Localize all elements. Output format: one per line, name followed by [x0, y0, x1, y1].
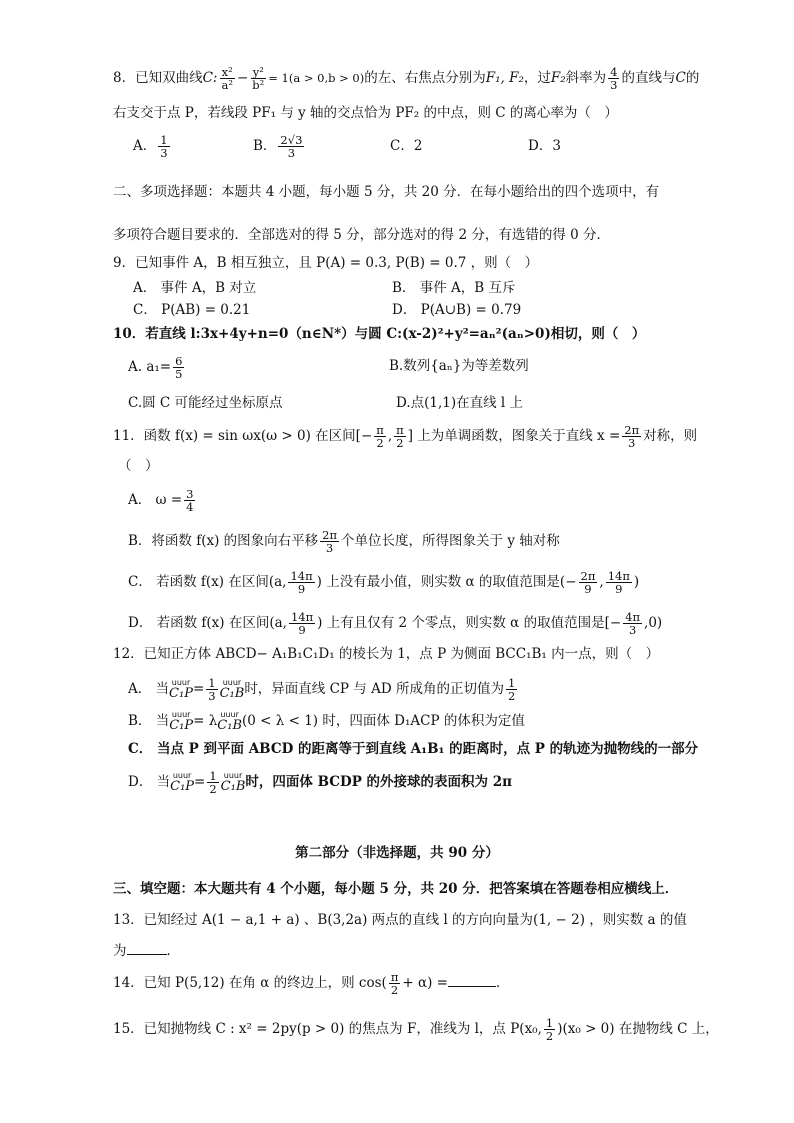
q8-line1: 8．已知双曲线C: $\frac{\text{x²}}{\text{a²}}$ − $\frac{\text{y²}}{\text{b²}}$ = 1(a > 0,b > 0)的左、右焦点分别为F₁, F₂，过F₂斜率为 $\frac{4}{3}$ 的直线与C的	[113, 65, 700, 92]
q8-option-b: B． $\frac{2√3}{3}$	[253, 133, 303, 160]
q8-text-f: 的	[685, 70, 700, 86]
q11-option-a: A． ω = $\frac{3}{4}$	[128, 487, 194, 514]
section3-heading: 三、填空题：本大题共有 4 个小题，每小题 5 分，共 20 分．把答案填在答题卷相应横线上．	[113, 881, 679, 897]
q9-option-d: D． P(A∪B) = 0.79	[392, 302, 522, 318]
q15-line: 15．已知抛物线 C : x² = 2py(p > 0) 的焦点为 F，准线为 l，点 P(x₀, $\frac{1}{2}$ )(x₀ > 0) 在抛物线 C 上，	[113, 1016, 719, 1043]
q8-eq-tail: = 1(a > 0,b > 0)	[268, 71, 365, 85]
q9-option-a: A． 事件 A，B 对立	[133, 280, 257, 296]
q8-text-d: 斜率为	[565, 70, 607, 86]
q8-line2: 右支交于点 P，若线段 PF₁ 与 y 轴的交点恰为 PF₂ 的中点，则 C 的离心率为（ ）	[113, 105, 618, 121]
q8-f2: F₂	[550, 70, 566, 86]
q8-frac-x: $\frac{\text{x²}}{\text{a²}}$	[221, 65, 233, 92]
q11-option-d: D． 若函数 f(x) 在区间(a, $\frac{14\pi}{9}$ ) 上有且仅有 2 个零点，则实数 α 的取值范围是[− $\frac{4\pi}{3}$ ,0)	[128, 610, 663, 637]
part2-heading: 第二部分（非选择题，共 90 分）	[295, 845, 499, 861]
q8-text-c: ，过	[523, 70, 551, 86]
q10-option-b: B.数列{aₙ}为等差数列	[389, 358, 529, 374]
q14-line: 14．已知 P(5,12) 在角 α 的终边上，则 cos( $\frac{\pi}{2}$ + α) = ．	[113, 970, 510, 997]
q10-option-c: C.圆 C 可能经过坐标原点	[128, 395, 283, 411]
q8-frac-y: $\frac{\text{y²}}{\text{b²}}$	[252, 65, 265, 92]
q9-option-b: B． 事件 A，B 互斥	[392, 280, 516, 296]
q8-slope: $\frac{4}{3}$	[610, 65, 618, 92]
q8-options	[133, 134, 561, 159]
section2-line2: 多项符合题目要求的．全部选对的得 5 分，部分选对的得 2 分，有选错的得 0 分．	[113, 227, 611, 243]
q8-text-b: 的左、右焦点分别为	[364, 70, 486, 86]
q8-c: C	[675, 70, 686, 86]
q10-stem: 10．若直线 l:3x+4y+n=0（n∈N*）与圆 C:(x-2)²+y²=aₙ²(aₙ>0)相切，则（ ）	[113, 326, 646, 342]
q12-stem: 12．已知正方体 ABCD− A₁B₁C₁D₁ 的棱长为 1，点 P 为侧面 BCC₁B₁ 内一点，则（ ）	[113, 646, 660, 662]
q8-option-c: C．2	[390, 138, 423, 154]
q13-line2: 为 ．	[113, 940, 180, 960]
q12-option-d: D． 当 uuur C₁P = $\frac{1}{2}$ uuur C₁B 时，四面体 BCDP 的外接球的表面积为 2π	[128, 769, 513, 796]
q14-answer-blank[interactable]	[448, 972, 496, 987]
q8-foci: F₁, F₂	[485, 70, 524, 86]
q12-option-b: B． 当 uuur C₁P = λ uuur C₁B (0 < λ < 1) 时，四面体 D₁ACP 的体积为定值	[128, 710, 525, 733]
q8-text-e: 的直线与	[621, 70, 676, 86]
q8-option-a: A． $\frac{1}{3}$	[133, 133, 168, 160]
q11-option-b: B．将函数 f(x) 的图象向右平移 $\frac{2\pi}{3}$ 个单位长度，所得图象关于 y 轴对称	[128, 528, 560, 555]
q10-option-d: D.点(1,1)在直线 l 上	[396, 395, 524, 411]
q9-stem: 9．已知事件 A，B 相互独立，且 P(A) = 0.3, P(B) = 0.7 ，则（ ）	[113, 255, 539, 271]
q8-text: 8．已知双曲线	[113, 70, 203, 86]
section2-line1: 二、多项选择题：本题共 4 小题，每小题 5 分，共 20 分．在每小题给出的四个选项中，有	[113, 184, 660, 200]
q8-option-d: D．3	[528, 138, 561, 154]
q10-option-a: A. a₁= $\frac{6}{5}$	[128, 354, 183, 381]
q13-answer-blank[interactable]	[127, 940, 167, 955]
q9-option-c: C． P(AB) = 0.21	[133, 302, 251, 318]
q11-stem: 11．函数 f(x) = sin ωx(ω > 0) 在区间[− $\frac{\pi}{2}$ , $\frac{\pi}{2}$ ] 上为单调函数，图象关于直线 x = $\frac{2\pi}{3}$ 对称，则	[113, 423, 698, 450]
q13-line1: 13．已知经过 A(1 − a,1 + a) 、B(3,2a) 两点的直线 l 的方向向量为(1, − 2) ，则实数 a 的值	[113, 912, 687, 928]
q11-paren: （ ）	[118, 458, 159, 474]
q12-option-a: A． 当 uuur C₁P = $\frac{1}{3}$ uuur C₁B 时，异面直线 CP 与 AD 所成角的正切值为 $\frac{1}{2}$	[128, 676, 516, 703]
q12-option-c: C． 当点 P 到平面 ABCD 的距离等于到直线 A₁B₁ 的距离时，点 P 的轨迹为抛物线的一部分	[128, 741, 699, 757]
q8-curve: C:	[202, 70, 218, 86]
q11-option-c: C． 若函数 f(x) 在区间(a, $\frac{14\pi}{9}$ ) 上没有最小值，则实数 α 的取值范围是(− $\frac{2\pi}{9}$ , $\frac{14\pi}{9}$ )	[128, 569, 640, 596]
